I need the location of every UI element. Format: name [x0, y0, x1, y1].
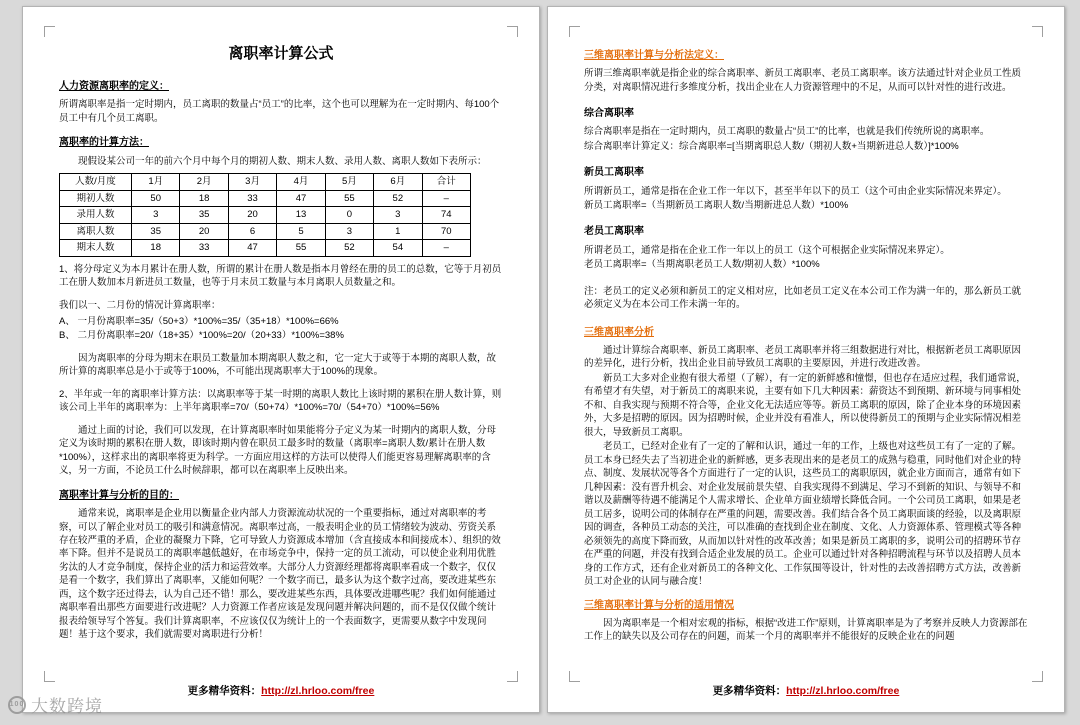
- table-cell: 52: [325, 240, 373, 256]
- table-cell: 70: [422, 223, 470, 239]
- table-cell: –: [422, 240, 470, 256]
- table-row: [60, 223, 471, 239]
- paragraph: 1、将分母定义为本月累计在册人数，所谓的累计在册人数是指本月曾经在册的员工的总数，它等于月初员工在册人数加本月新进员工数量，也等于月末员工数量与本月离职人员数量之和。: [59, 263, 502, 289]
- table-cell: 55: [325, 190, 373, 206]
- footer-label: 更多精华资料：: [712, 685, 787, 698]
- table-cell: 期初人数: [60, 190, 132, 206]
- table-cell: 3: [132, 207, 180, 223]
- page-title: 离职率计算公式: [228, 45, 334, 62]
- brand-watermark: [8, 692, 103, 717]
- subheading-old-employee-rate: 老员工离职率: [584, 226, 644, 238]
- table-cell: 50: [132, 190, 180, 206]
- table-header-cell: 1月: [132, 174, 180, 190]
- paragraph: 综合离职率是指在一定时期内，员工离职的数量占“员工”的比率，也就是我们传统所说的离职率。: [584, 126, 990, 138]
- table-cell: 74: [422, 207, 470, 223]
- section-heading-purpose: 离职率计算与分析的目的：: [59, 489, 179, 501]
- table-cell: 3: [325, 223, 373, 239]
- paragraph: 现假设某公司一年的前六个月中每个月的期初人数、期末人数、录用人数、离职人数如下表所示：: [78, 155, 487, 167]
- table-cell: 55: [277, 240, 325, 256]
- paragraph: 新员工大多对企业抱有很大希望（了解），有一定的新鲜感和憧憬，但也存在适应过程，我们通常说，有希望才有失望，对于新员工的离职来说，主要有如下几大种因素：薪资达不到预期、新环境与同事相处不和、自我实现与预期不符合等，企业文化无法适应等等。新员工离职的原因，除了企业本身的环境因素外，大多是招聘的原因。因为招聘时候，企业并没有看准人，所以使得新员工的预期与企业实际情况相差很大，导致新员工离职。: [584, 372, 1026, 438]
- table-cell: 期末人数: [60, 240, 132, 256]
- table-row: [60, 207, 471, 223]
- brand-logo-icon: 100: [8, 696, 26, 714]
- formula-line: 新员工离职率=（当期新员工离职人数/当期新进总人数）*100%: [584, 199, 849, 211]
- formula-line: 综合离职率计算定义：综合离职率=[当期离职总人数/（期初人数+当期新进总人数）]*100%: [584, 140, 959, 152]
- section-heading-method: 离职率的计算方法：: [59, 137, 149, 149]
- crop-mark-icon: [507, 671, 518, 682]
- table-cell: 离职人数: [60, 223, 132, 239]
- crop-mark-icon: [44, 26, 55, 37]
- subheading-overall-rate: 综合离职率: [584, 108, 634, 120]
- table-header-cell: 6月: [374, 174, 422, 190]
- section-heading-definition: 人力资源离职率的定义：: [59, 81, 169, 93]
- paragraph: 2、半年或一年的离职率计算方法：以离职率等于某一时期的离职人数比上该时期的累积在册人数计算，则该公司上半年的离职率为：上半年离职率=70/（50+74）*100%=70/（54+70）*100%=56%: [59, 388, 502, 414]
- table-cell: 录用人数: [60, 207, 132, 223]
- subheading-new-employee-rate: 新员工离职率: [584, 167, 644, 179]
- paragraph: 所谓离职率是指一定时期内，员工离职的数量占“员工”的比率，这个也可以理解为在一定时期内、每100个员工中有几个员工离职。: [59, 99, 500, 124]
- paragraph: 通过计算综合离职率、新员工离职率、老员工离职率并将三组数据进行对比，根据新老员工离职原因的差异化，进行分析，找出企业目前导致员工离职的主要原因，并进行改进改善。: [584, 344, 1022, 370]
- table-cell: 52: [374, 190, 422, 206]
- crop-mark-icon: [1032, 671, 1043, 682]
- table-row: [60, 240, 471, 256]
- table-header-cell: 5月: [325, 174, 373, 190]
- table-cell: 5: [277, 223, 325, 239]
- section-heading-applicability: 三维离职率计算与分析的适用情况: [584, 599, 734, 611]
- section-heading-3d-definition: 三维离职率计算与分析法定义：: [584, 50, 724, 61]
- formula-line: A、 一月份离职率=35/（50+3）*100%=35/（35+18）*100%=66%: [59, 316, 339, 327]
- table-cell: 6: [228, 223, 276, 239]
- paragraph: 通过上面的讨论，我们可以发现，在计算离职率时如果能将分子定义为某一时期内的离职人数，分母定义为该时期的累积在册人数，即该时期内曾在职员工最多时的数量（离职率=离职人数/累计在册人数*100%），这样求出的离职率将更为科学。一方面应用这样的方法可以使得人们能更容易理解离职率的含义，另一方面，不论员工什么时候辞职，都可以在离职率上反映出来。: [59, 424, 497, 477]
- table-header-cell: 人数/月度: [60, 174, 132, 190]
- paragraph: 所谓老员工，通常是指在企业工作一年以上的员工（这个可根据企业实际情况来界定）。: [584, 244, 950, 256]
- table-cell: 47: [228, 240, 276, 256]
- footer-link[interactable]: http://zl.hrloo.com/free: [786, 685, 900, 698]
- table-cell: 13: [277, 207, 325, 223]
- crop-mark-icon: [569, 26, 580, 37]
- note-paragraph: 注：老员工的定义必须和新员工的定义相对应，比如老员工定义在本公司工作为满一年的，那么新员工就必须定义为在本公司工作未满一年的。: [584, 285, 1022, 311]
- table-header-row: [60, 174, 471, 190]
- table-cell: 35: [180, 207, 228, 223]
- paragraph: 因为离职率的分母为期末在职员工数量加本期离职人数之和，它一定大于或等于本期的离职人数，故所计算的离职率总是小于或等于100%，不可能出现离职率大于100%的现象。: [59, 352, 497, 378]
- table-cell: 0: [325, 207, 373, 223]
- paragraph: 我们以一、二月份的情况计算离职率：: [59, 299, 221, 311]
- table-cell: 3: [374, 207, 422, 223]
- table-cell: 33: [180, 240, 228, 256]
- table-cell: 54: [374, 240, 422, 256]
- page-footer: [548, 684, 1064, 699]
- footer-label: 更多精华资料：: [187, 685, 262, 698]
- paragraph: 老员工，已经对企业有了一定的了解和认识，通过一年的工作，上级也对这些员工有了一定的了解。员工本身已经失去了当初进企业的新鲜感，更多表现出来的是老员工的成熟与稳重，同时他们对企业的特点、制度、发展状况等各个方面进行了一定的认识，这些员工的离职原因，就企业方面而言，通常有如下几种因素：没有晋升机会、对企业发展前景失望、自我实现得不到满足、学习不到新的知识、与领导不和谐以及薪酬等待遇不能满足个人需求增长、企业单方面业绩增长降低合同。一个公司员工离职，如果是老员工居多，说明公司的体制存在严重的问题，需要改善。我们结合各个员工离职面谈的经验，以及离职原因的调查，各种员工动态的关注，可以准确的查找到企业在制度、文化、人力资源体系、管理模式等各种必须领先的高度下降而致，从而加以针对性的改革改善；如果是新员工离职的多，说明公司的招聘环节存在严重的问题，并没有找到合适企业发展的员工。企业可以通过针对各种招聘流程与环节以及招聘人员本身的工作方式，还有企业对新员工的各种文化、工作氛围等设计，针对性的去改善招聘方式方法，改善新员工对企业的认同与融合度！: [584, 441, 1022, 588]
- document-page-right: [547, 6, 1065, 713]
- table-cell: –: [422, 190, 470, 206]
- table-cell: 1: [374, 223, 422, 239]
- brand-watermark-text: 大数跨境: [31, 697, 103, 716]
- formula-line: 老员工离职率=（当期离职老员工人数/期初人数）*100%: [584, 259, 820, 271]
- crop-mark-icon: [569, 671, 580, 682]
- section-heading-3d-analysis: 三维离职率分析: [584, 326, 654, 338]
- table-cell: 33: [228, 190, 276, 206]
- table-header-cell: 3月: [228, 174, 276, 190]
- table-header-cell: 合计: [422, 174, 470, 190]
- paragraph: 所谓新员工，通常是指在企业工作一年以下，甚至半年以下的员工（这个可由企业实际情况来界定）。: [584, 185, 1007, 197]
- formula-line: B、 二月份离职率=20/（18+35）*100%=20/（20+33）*100%=38%: [59, 330, 344, 342]
- headcount-table: [59, 173, 471, 256]
- table-cell: 47: [277, 190, 325, 206]
- table-row: [60, 190, 471, 206]
- paragraph: 通常来说，离职率是企业用以衡量企业内部人力资源流动状况的一个重要指标，通过对离职率的考察，可以了解企业对员工的吸引和满意情况。离职率过高，一般表明企业的员工情绪较为波动、劳资关系存在较严重的矛盾，企业的凝聚力下降，它可导致人力资源成本增加（含直接成本和间接成本）、组织的效率下降。但并不是说员工的离职率越低越好，在市场竞争中，保持一定的员工流动，可以使企业利用优胜劣汰的人才竞争制度，保持企业的活力和运营效率。大部分人力资源经理都将离职率看成一个数字，仅仅是看一个数字，我们算出了离职率，又能如何呢？一个数字而已，最多认为这个数字过高，要改进某些东西，这个数字还过得去，认为自己还不错！那么，要改进某些东西，具体要改进哪些呢？我们如何能通过离职率看出那些方面要进行改进呢？人力资源工作者应该是发现问题并解决问题的，而不是仅仅做个统计报表给领导写个答复。我们计算离职率，不应该仅仅为统计上的一个表面数字，更需要从数字中发现问题！基于这个要求，我们就需要对离职进行分析！: [59, 508, 501, 641]
- crop-mark-icon: [44, 671, 55, 682]
- table-cell: 20: [228, 207, 276, 223]
- crop-mark-icon: [1032, 26, 1043, 37]
- table-cell: 18: [180, 190, 228, 206]
- document-page-left: [22, 6, 540, 713]
- table-cell: 18: [132, 240, 180, 256]
- table-cell: 20: [180, 223, 228, 239]
- paragraph: 所谓三维离职率就是指企业的综合离职率、新员工离职率、老员工离职率。该方法通过针对企业员工性质分类，对离职情况进行多维度分析，找出企业在人力资源管理中的不足，从而可以针对性的进行改进。: [584, 68, 1022, 93]
- table-header-cell: 2月: [180, 174, 228, 190]
- crop-mark-icon: [507, 26, 518, 37]
- paragraph: 因为离职率是一个相对宏观的指标，根据“改进工作”原则，计算离职率是为了考察并反映人力资源部在工作上的缺失以及公司存在的问题，而某一个月的离职率并不能很好的反映企业在的问题: [584, 617, 1028, 643]
- table-header-cell: 4月: [277, 174, 325, 190]
- footer-link[interactable]: http://zl.hrloo.com/free: [261, 685, 375, 698]
- table-cell: 35: [132, 223, 180, 239]
